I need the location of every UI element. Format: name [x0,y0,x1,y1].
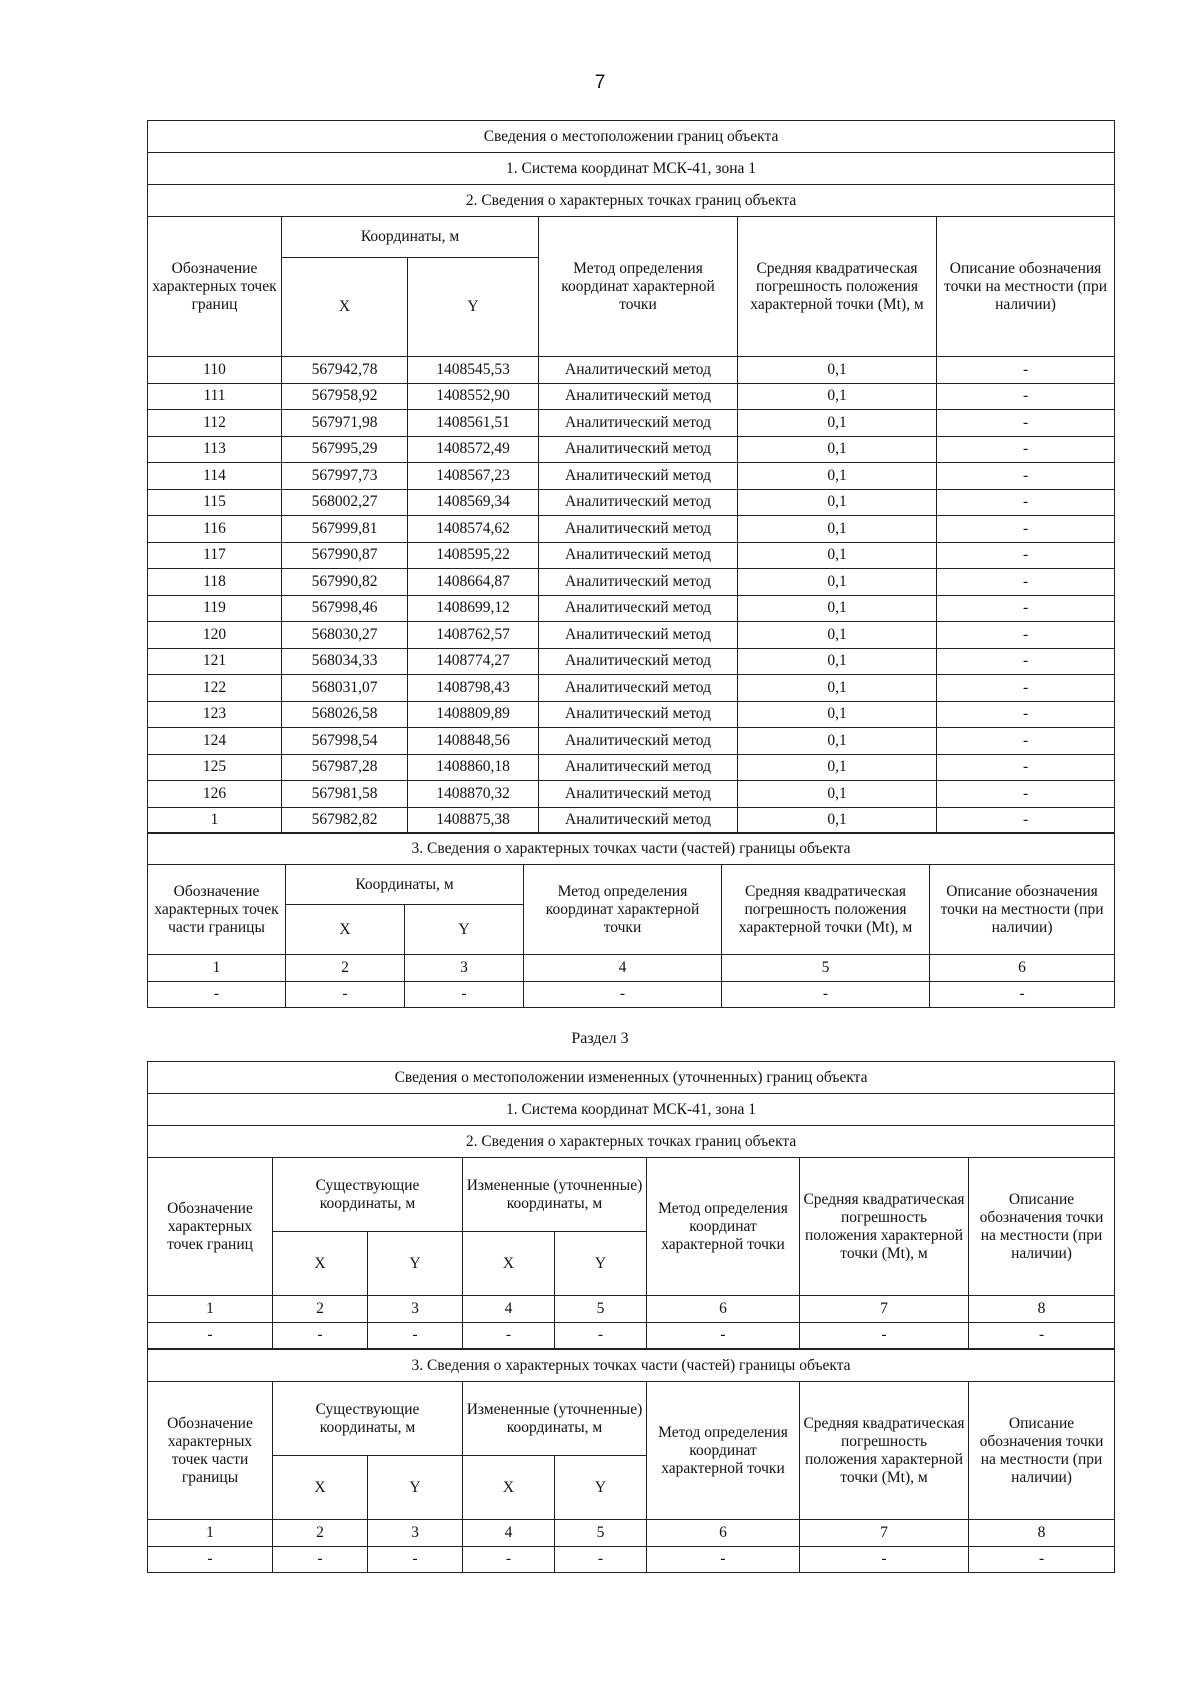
cell-coord-x: 567998,54 [282,728,408,755]
cell-method: Аналитический метод [539,489,738,516]
column-numbers-row-cell: 2 [273,1520,368,1547]
column-numbers-row-cell: 4 [524,955,722,982]
empty-row-cell: - [368,1322,463,1349]
column-numbers-row-cell: 5 [722,955,930,982]
cell-coord-y: 1408870,32 [408,781,539,808]
empty-row-cell: - [930,981,1115,1008]
cell-point-number: 125 [148,754,282,781]
cell-method: Аналитический метод [539,648,738,675]
cell-coord-y: 1408574,62 [408,516,539,543]
table-row [148,781,1115,808]
parts-section-title: 3. Сведения о характерных точках части (частей) границы объекта [148,833,1115,865]
cell-coord-x: 567958,92 [282,383,408,410]
cell-description: - [937,516,1115,543]
empty-row [148,981,1115,1008]
cell-coord-x: 567982,82 [282,807,408,834]
cell-method: Аналитический метод [539,436,738,463]
t2p-header-changed-x: X [463,1456,555,1520]
cell-mt-error: 0,1 [738,357,937,384]
cell-description: - [937,728,1115,755]
cell-coord-y: 1408664,87 [408,569,539,596]
column-numbers-row-cell: 8 [969,1296,1115,1323]
cell-method: Аналитический метод [539,807,738,834]
cell-coord-x: 568030,27 [282,622,408,649]
cell-point-number: 122 [148,675,282,702]
cell-method: Аналитический метод [539,463,738,490]
column-numbers-row [148,1296,1115,1323]
empty-row [148,1322,1115,1349]
cell-mt-error: 0,1 [738,542,937,569]
column-numbers-row-cell: 2 [286,955,405,982]
cell-method: Аналитический метод [539,675,738,702]
header-description: Описание обозначения точки на местности (при наличии) [937,217,1115,357]
header-coordinates: Координаты, м [282,217,539,258]
empty-row-cell: - [286,981,405,1008]
column-numbers-row-cell: 8 [969,1520,1115,1547]
column-numbers-row [148,1520,1115,1547]
cell-description: - [937,410,1115,437]
empty-row-cell: - [148,981,286,1008]
cell-coord-y: 1408809,89 [408,701,539,728]
t2-header-changed-y: Y [555,1232,647,1296]
t2p-header-existing: Существующие координаты, м [273,1382,463,1456]
cell-mt-error: 0,1 [738,436,937,463]
cell-coord-x: 568031,07 [282,675,408,702]
cell-coord-x: 567942,78 [282,357,408,384]
table-row [148,436,1115,463]
cell-point-number: 120 [148,622,282,649]
table-row [148,542,1115,569]
header-x: X [282,258,408,357]
cell-coord-x: 567998,46 [282,595,408,622]
cell-coord-x: 567981,58 [282,781,408,808]
parts-header-description: Описание обозначения точки на местности (при наличии) [930,865,1115,955]
cell-method: Аналитический метод [539,728,738,755]
cell-mt-error: 0,1 [738,463,937,490]
t2p-header-existing-y: Y [368,1456,463,1520]
cell-point-number: 126 [148,781,282,808]
empty-row-cell: - [969,1322,1115,1349]
cell-description: - [937,383,1115,410]
t2-header-changed-x: X [463,1232,555,1296]
cell-coord-y: 1408762,57 [408,622,539,649]
column-numbers-row-cell: 6 [647,1520,800,1547]
cell-point-number: 121 [148,648,282,675]
t2-header-existing: Существующие координаты, м [273,1158,463,1232]
t2p-header-error: Средняя квадратическая погрешность положения характерной точки (Mt), м [800,1382,969,1520]
parts-header-error: Средняя квадратическая погрешность положения характерной точки (Mt), м [722,865,930,955]
table2-points-title: 2. Сведения о характерных точках границ объекта [148,1126,1115,1158]
empty-row-cell: - [800,1322,969,1349]
header-error: Средняя квадратическая погрешность положения характерной точки (Mt), м [738,217,937,357]
boundary-points-table [147,120,1115,834]
cell-mt-error: 0,1 [738,410,937,437]
empty-row-cell: - [148,1546,273,1573]
cell-description: - [937,754,1115,781]
cell-description: - [937,595,1115,622]
cell-description: - [937,357,1115,384]
cell-coord-y: 1408774,27 [408,648,539,675]
empty-row-cell: - [273,1322,368,1349]
cell-mt-error: 0,1 [738,489,937,516]
column-numbers-row-cell: 1 [148,955,286,982]
cell-description: - [937,463,1115,490]
cell-point-number: 116 [148,516,282,543]
cell-coord-y: 1408595,22 [408,542,539,569]
cell-point-number: 118 [148,569,282,596]
cell-point-number: 123 [148,701,282,728]
cell-method: Аналитический метод [539,595,738,622]
cell-point-number: 112 [148,410,282,437]
column-numbers-row-cell: 1 [148,1520,273,1547]
changed-boundaries-table [147,1061,1115,1573]
table-row [148,754,1115,781]
cell-method: Аналитический метод [539,701,738,728]
cell-mt-error: 0,1 [738,701,937,728]
column-numbers-row-cell: 6 [930,955,1115,982]
table-row [148,622,1115,649]
cell-method: Аналитический метод [539,410,738,437]
column-numbers-row [148,955,1115,982]
cell-method: Аналитический метод [539,754,738,781]
cell-point-number: 114 [148,463,282,490]
table2-title: Сведения о местоположении измененных (уточненных) границ объекта [148,1062,1115,1094]
column-numbers-row-cell: 7 [800,1520,969,1547]
table-row [148,410,1115,437]
t2-header-error: Средняя квадратическая погрешность положения характерной точки (Mt), м [800,1158,969,1296]
column-numbers-row-cell: 7 [800,1296,969,1323]
table-row [148,675,1115,702]
cell-coord-x: 568034,33 [282,648,408,675]
header-designation: Обозначение характерных точек границ [148,217,282,357]
column-numbers-row-cell: 5 [555,1296,647,1323]
table2-coordinate-system: 1. Система координат МСК-41, зона 1 [148,1094,1115,1126]
header-method: Метод определения координат характерной точки [539,217,738,357]
t2p-header-description: Описание обозначения точки на местности (при наличии) [969,1382,1115,1520]
empty-row-cell: - [524,981,722,1008]
cell-mt-error: 0,1 [738,675,937,702]
cell-mt-error: 0,1 [738,516,937,543]
cell-point-number: 110 [148,357,282,384]
cell-point-number: 113 [148,436,282,463]
cell-description: - [937,701,1115,728]
cell-coord-y: 1408572,49 [408,436,539,463]
empty-row-cell: - [800,1546,969,1573]
table2-parts-title: 3. Сведения о характерных точках части (частей) границы объекта [148,1349,1115,1382]
t2-header-designation: Обозначение характерных точек границ [148,1158,273,1296]
empty-row-cell: - [405,981,524,1008]
cell-coord-y: 1408569,34 [408,489,539,516]
table-row [148,516,1115,543]
empty-row-cell: - [555,1322,647,1349]
cell-description: - [937,489,1115,516]
cell-coord-y: 1408545,53 [408,357,539,384]
table-row [148,569,1115,596]
cell-description: - [937,648,1115,675]
cell-coord-x: 567990,87 [282,542,408,569]
empty-row-cell: - [969,1546,1115,1573]
cell-mt-error: 0,1 [738,622,937,649]
cell-mt-error: 0,1 [738,728,937,755]
cell-method: Аналитический метод [539,542,738,569]
cell-mt-error: 0,1 [738,569,937,596]
parts-header-method: Метод определения координат характерной точки [524,865,722,955]
boundary-part-points-table [147,832,1115,1008]
parts-header-y: Y [405,905,524,955]
cell-mt-error: 0,1 [738,754,937,781]
empty-row-cell: - [647,1322,800,1349]
t2p-header-existing-x: X [273,1456,368,1520]
cell-description: - [937,542,1115,569]
empty-row-cell: - [148,1322,273,1349]
empty-row-cell: - [463,1322,555,1349]
points-section-title: 2. Сведения о характерных точках границ объекта [148,185,1115,217]
table-row [148,701,1115,728]
empty-row-cell: - [463,1546,555,1573]
cell-coord-x: 567997,73 [282,463,408,490]
table-row [148,728,1115,755]
parts-header-x: X [286,905,405,955]
empty-row-cell: - [273,1546,368,1573]
cell-coord-y: 1408552,90 [408,383,539,410]
cell-method: Аналитический метод [539,569,738,596]
empty-row-cell: - [722,981,930,1008]
t2p-header-designation: Обозначение характерных точек части границы [148,1382,273,1520]
t2p-header-changed: Измененные (уточненные) координаты, м [463,1382,647,1456]
cell-coord-x: 567990,82 [282,569,408,596]
cell-mt-error: 0,1 [738,383,937,410]
cell-coord-y: 1408798,43 [408,675,539,702]
cell-coord-y: 1408875,38 [408,807,539,834]
t2-header-changed: Измененные (уточненные) координаты, м [463,1158,647,1232]
cell-mt-error: 0,1 [738,807,937,834]
cell-description: - [937,675,1115,702]
cell-description: - [937,436,1115,463]
cell-coord-x: 567987,28 [282,754,408,781]
table-title: Сведения о местоположении границ объекта [148,121,1115,153]
cell-description: - [937,807,1115,834]
cell-point-number: 124 [148,728,282,755]
column-numbers-row-cell: 6 [647,1296,800,1323]
cell-coord-x: 567971,98 [282,410,408,437]
cell-point-number: 117 [148,542,282,569]
cell-method: Аналитический метод [539,383,738,410]
cell-point-number: 1 [148,807,282,834]
table-row [148,807,1115,834]
column-numbers-row-cell: 3 [405,955,524,982]
cell-method: Аналитический метод [539,781,738,808]
column-numbers-row-cell: 4 [463,1296,555,1323]
cell-coord-y: 1408567,23 [408,463,539,490]
table-row [148,648,1115,675]
column-numbers-row-cell: 3 [368,1520,463,1547]
parts-header-designation: Обозначение характерных точек части границы [148,865,286,955]
t2-header-existing-y: Y [368,1232,463,1296]
t2p-header-method: Метод определения координат характерной точки [647,1382,800,1520]
coordinate-system: 1. Система координат МСК-41, зона 1 [148,153,1115,185]
cell-coord-y: 1408561,51 [408,410,539,437]
column-numbers-row-cell: 5 [555,1520,647,1547]
empty-row-cell: - [647,1546,800,1573]
cell-method: Аналитический метод [539,516,738,543]
column-numbers-row-cell: 4 [463,1520,555,1547]
empty-row-cell: - [555,1546,647,1573]
table-row [148,595,1115,622]
header-y: Y [408,258,539,357]
t2-header-description: Описание обозначения точки на местности (при наличии) [969,1158,1115,1296]
cell-mt-error: 0,1 [738,648,937,675]
cell-point-number: 111 [148,383,282,410]
cell-coord-x: 568002,27 [282,489,408,516]
t2-header-method: Метод определения координат характерной точки [647,1158,800,1296]
cell-coord-x: 567995,29 [282,436,408,463]
page-number: 7 [594,72,606,93]
empty-row [148,1546,1115,1573]
cell-description: - [937,622,1115,649]
cell-mt-error: 0,1 [738,781,937,808]
cell-description: - [937,781,1115,808]
cell-point-number: 119 [148,595,282,622]
t2-header-existing-x: X [273,1232,368,1296]
cell-point-number: 115 [148,489,282,516]
empty-row-cell: - [368,1546,463,1573]
cell-coord-y: 1408848,56 [408,728,539,755]
section-label: Раздел 3 [571,1030,629,1047]
cell-coord-x: 568026,58 [282,701,408,728]
cell-method: Аналитический метод [539,357,738,384]
column-numbers-row-cell: 2 [273,1296,368,1323]
cell-coord-y: 1408860,18 [408,754,539,781]
table-row [148,357,1115,384]
cell-mt-error: 0,1 [738,595,937,622]
cell-coord-x: 567999,81 [282,516,408,543]
table-row [148,383,1115,410]
column-numbers-row-cell: 3 [368,1296,463,1323]
parts-header-coordinates: Координаты, м [286,865,524,905]
cell-description: - [937,569,1115,596]
t2p-header-changed-y: Y [555,1456,647,1520]
table-row [148,489,1115,516]
cell-method: Аналитический метод [539,622,738,649]
table-row [148,463,1115,490]
cell-coord-y: 1408699,12 [408,595,539,622]
column-numbers-row-cell: 1 [148,1296,273,1323]
